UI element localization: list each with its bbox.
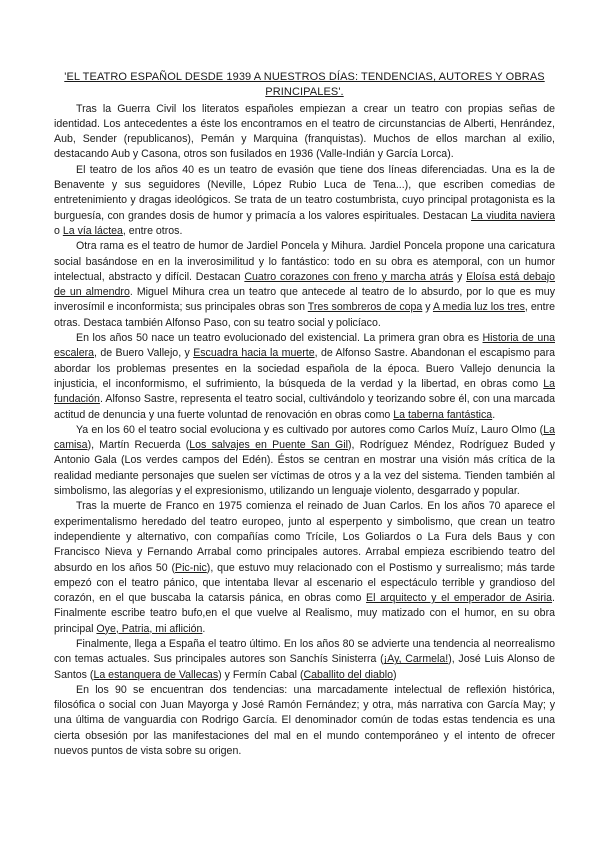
paragraph <box>54 683 555 759</box>
paragraph <box>54 163 555 239</box>
work-title: Tres sombreros de copa <box>307 301 423 314</box>
text-run: Ya en los 60 el teatro social evoluciona y es cultivado por autores como Carlos Muíz, Lauro Olmo ( <box>76 423 544 436</box>
text-run: y <box>453 270 467 283</box>
work-title: Cuatro corazones con freno y marcha atrás <box>244 270 454 283</box>
work-title: ¡Ay, Carmela! <box>383 653 449 666</box>
text-run: . <box>492 408 496 421</box>
text-run: En los años 50 nace un teatro evolucionado del existencial. La primera gran obra es <box>76 332 483 345</box>
text-run: o <box>54 224 63 237</box>
paragraph <box>54 499 555 637</box>
text-run: ), que estuvo muy relacionado con el Postismo y surrealismo; más tarde empezó con el teatro pánico, que intentaba llevar al escenario el espectáculo terrible y grandioso del corazón, en el que buscaba la catarsis pánica, en obras como <box>54 561 556 605</box>
work-title: La vía láctea <box>62 224 123 237</box>
text-run: Finalmente, llega a España el teatro último. En los años 80 se advierte una tendencia al neorrealismo con temas actuales. Sus principales autores son Sanchís Sinisterra ( <box>54 637 555 666</box>
text-run: El teatro de los años 40 es un teatro de evasión que tiene dos líneas diferenciadas. Una es la de Benavente y sus seguidores (Neville, López Rubio Luca de Tena...), que escriben comedias de entretenimiento y dragas ideológicos. Se trata de un teatro costumbrista, cuyo principal protagonista es la burguesía, con grandes dosis de humor y primacía a los valores espirituales. Destacan <box>54 163 555 222</box>
text-run: , entre otras. Destaca también Alfonso Paso, con su teatro social y policíaco. <box>54 301 555 329</box>
document-title: 'EL TEATRO ESPAÑOL DESDE 1939 A NUESTROS DÍAS: TENDENCIAS, AUTORES Y OBRAS PRINCIPALES'. <box>64 71 545 99</box>
work-title: Caballito del diablo <box>303 668 394 681</box>
paragraph <box>54 102 555 163</box>
text-run: . Miguel Mihura crea un teatro que antecede al teatro de lo absurdo, por lo que es muy inverosímil e inconformista; sus principales obras son <box>54 286 555 314</box>
text-run: ), José Luis Alonso de Santos ( <box>54 653 555 681</box>
work-title: A media luz los tres <box>432 301 525 314</box>
document-page <box>54 70 555 759</box>
text-run: . <box>202 622 206 635</box>
text-run: ), Martín Recuerda ( <box>87 439 190 452</box>
text-run: Tras la muerte de Franco en 1975 comienza el reinado de Juan Carlos. En los años 70 aparece el experimentalismo heredado del teatro europeo, junto al esperpento y simbolismo, que crean un teatro independiente y alternativo, con compañías como Trícile, Los Goliardos o La Fura dels Baus y con Francisco Nieva y Fernando Arrabal como principales autores. Arrabal empieza escribiendo teatro del absurdo en los años 50 ( <box>54 500 555 574</box>
work-title: El arquitecto y el emperador de Asiria <box>366 592 553 605</box>
text-run: ), Rodríguez Méndez, Rodríguez Buded y Antonio Gala (Los verdes campos del Edén). Éstos se centran en mostrar una visión más crítica de la realidad mediante personajes que suelen ser víctimas de otros y a la vez del sistema. Tienden también al simbolismo, las alegorías y el expresionismo, utilizando un lenguaje violento, desgarrado y popular. <box>54 439 555 498</box>
work-title: Los salvajes en Puente San Gil <box>189 439 348 452</box>
text-run: Tras la Guerra Civil los literatos españoles empiezan a crear un teatro con propias señas de identidad. Los antecedentes a éste los encontramos en el teatro de circunstancias de Alberti, Henrández, Aub, Sender (republicanos), Pemán y Marquina (franquistas). Muchos de ellos marchan al exilio, destacando Aub y Casona, otros son fusilados en 1936 (Valle-Indián y García Lorca). <box>54 102 555 161</box>
work-title: La camisa <box>54 423 555 452</box>
text-run: y <box>422 301 433 314</box>
text-run: , entre otros. <box>122 224 183 237</box>
document-body <box>54 102 555 760</box>
work-title: Historia de una escalera <box>54 332 555 360</box>
paragraph <box>54 331 555 423</box>
paragraph <box>54 239 555 331</box>
work-title: Oye, Patria, mi aflición <box>96 622 203 635</box>
paragraph <box>54 423 555 499</box>
text-run: . Alfonso Sastre, representa el teatro social, cultivándolo y teorizando sobre él, con una marcada actitud de denuncia y una fuerte voluntad de renovación en obras como <box>54 393 555 421</box>
work-title: La taberna fantástica <box>393 408 493 421</box>
text-run: ) y Fermín Cabal ( <box>218 668 304 681</box>
text-run: ) <box>393 668 397 681</box>
text-run: , de Alfonso Sastre. Abandonan el escapismo para abordar los problemas presentes en la sociedad española de la época. Buero Vallejo denuncia la injusticia, el inconformismo, el sufrimiento, la búsqueda de la verdad y la libertad, en obras como <box>54 347 555 390</box>
text-run: , de Buero Vallejo, y <box>94 347 194 360</box>
work-title: La viudita naviera <box>471 209 555 222</box>
work-title: Escuadra hacia la muerte <box>193 347 315 360</box>
text-run: . Finalmente escribe teatro bufo,en el que vuelve al Realismo, muy matizado con el humor, en su obra principal <box>54 592 555 635</box>
work-title: La estanquera de Vallecas <box>93 668 219 681</box>
work-title: Eloísa está debajo de un almendro <box>54 270 556 299</box>
text-run: Otra rama es el teatro de humor de Jardiel Poncela y Mihura. Jardiel Poncela propone una caricatura social basándose en en la inverosimilitud y lo fantástico: todo en su obra es atemporal, con un humor intelectual, abstracto y difícil. Destacan <box>54 240 555 283</box>
text-run: En los 90 se encuentran dos tendencias: una marcadamente intelectual de reflexión histórica, filosófica o social con Juan Mayorga y José Ramón Fernández; y otra, más narrativa con García May; y una última de vanguardia con Rodrigo García. El denominador común de todas estas tendencia es una cierta obsesión por las manifestaciones del mal en el mundo contemporáneo y el intento de ofrecer nuevos puntos de vista sobre su origen. <box>54 683 555 758</box>
work-title: Pic-nic <box>175 561 207 574</box>
paragraph <box>54 637 555 683</box>
work-title: La fundación <box>54 377 555 406</box>
